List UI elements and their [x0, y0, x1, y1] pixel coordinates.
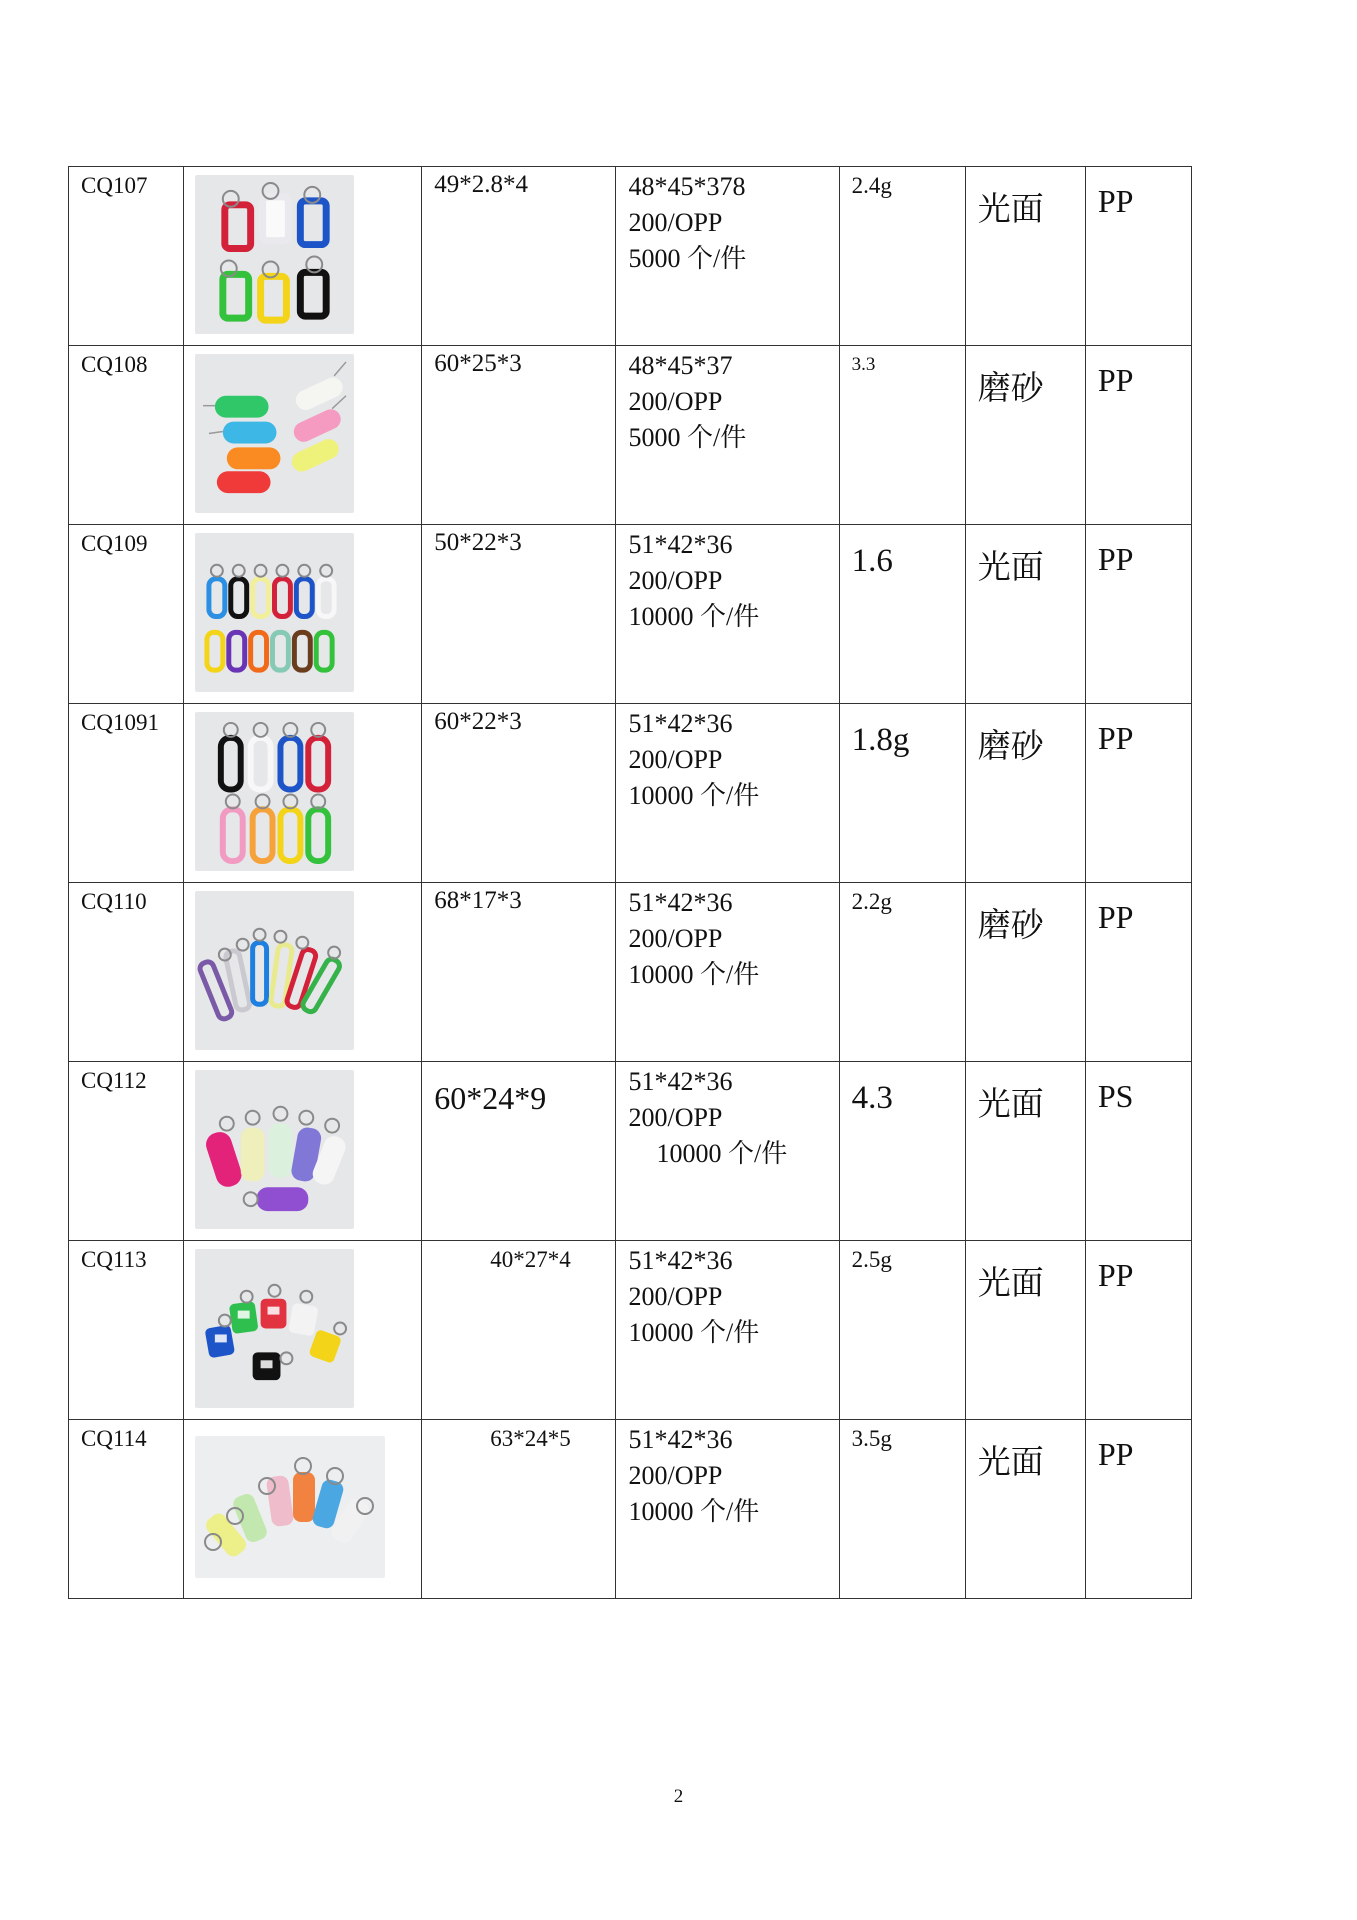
product-photo [195, 354, 354, 513]
carton-size: 51*42*36 [628, 709, 733, 738]
surface-finish: 磨砂 [977, 729, 1044, 765]
table-row [69, 704, 1192, 883]
table-row [69, 167, 1192, 346]
product-photo [195, 175, 354, 334]
pieces-per-carton: 5000 个/件 [628, 244, 747, 273]
carton-size: 51*42*36 [628, 1067, 733, 1096]
bag-count: 200/OPP [628, 745, 723, 774]
material: PP [1097, 1436, 1134, 1472]
page-number: 2 [673, 1786, 684, 1807]
table-row [69, 1420, 1192, 1599]
dimensions: 60*25*3 [434, 350, 522, 377]
packing-info [616, 704, 838, 814]
material: PS [1097, 1078, 1134, 1114]
product-code: CQ110 [81, 889, 147, 914]
surface-finish: 光面 [977, 1087, 1044, 1123]
product-photo [195, 1436, 385, 1578]
carton-size: 51*42*36 [628, 530, 733, 559]
packing-info [616, 525, 838, 635]
product-photo [195, 1070, 354, 1229]
material: PP [1097, 541, 1134, 577]
product-code: CQ108 [81, 352, 148, 377]
product-code: CQ113 [81, 1247, 147, 1272]
product-code: CQ112 [81, 1068, 147, 1093]
table-row [69, 1241, 1192, 1420]
product-code: CQ1091 [81, 710, 159, 735]
dimensions: 68*17*3 [434, 887, 522, 914]
product-photo [195, 712, 354, 871]
table-row [69, 883, 1192, 1062]
surface-finish: 光面 [977, 550, 1044, 586]
packing-info [616, 883, 838, 993]
pieces-per-carton: 10000 个/件 [628, 602, 760, 631]
bag-count: 200/OPP [628, 924, 723, 953]
table-row [69, 525, 1192, 704]
dimensions: 49*2.8*4 [434, 171, 529, 198]
material: PP [1097, 362, 1134, 398]
packing-info [616, 167, 838, 277]
material: PP [1097, 899, 1134, 935]
product-photo [195, 1249, 354, 1408]
bag-count: 200/OPP [628, 1461, 723, 1490]
packing-info [616, 1420, 838, 1530]
table-row [69, 346, 1192, 525]
dimensions: 40*27*4 [490, 1247, 571, 1272]
weight: 2.5g [851, 1247, 892, 1272]
surface-finish: 光面 [977, 1266, 1044, 1302]
dimensions: 60*22*3 [434, 708, 522, 735]
surface-finish: 光面 [977, 1445, 1044, 1481]
carton-size: 51*42*36 [628, 888, 733, 917]
material: PP [1097, 183, 1134, 219]
packing-info [616, 346, 838, 456]
product-photo [195, 533, 354, 692]
bag-count: 200/OPP [628, 387, 723, 416]
material: PP [1097, 1257, 1134, 1293]
pieces-per-carton: 10000 个/件 [628, 1318, 760, 1347]
weight: 3.3 [851, 354, 876, 375]
product-spec-table [68, 166, 1192, 1599]
dimensions: 60*24*9 [434, 1080, 547, 1116]
weight: 3.5g [851, 1426, 892, 1451]
bag-count: 200/OPP [628, 566, 723, 595]
carton-size: 48*45*37 [628, 351, 733, 380]
dimensions: 63*24*5 [490, 1426, 571, 1451]
pieces-per-carton: 10000 个/件 [628, 781, 760, 810]
weight: 1.8g [851, 722, 910, 758]
product-code: CQ109 [81, 531, 148, 556]
dimensions: 50*22*3 [434, 529, 522, 556]
carton-size: 51*42*36 [628, 1425, 733, 1454]
surface-finish: 磨砂 [977, 908, 1044, 944]
pieces-per-carton: 5000 个/件 [628, 423, 747, 452]
product-code: CQ114 [81, 1426, 147, 1451]
packing-info [616, 1241, 838, 1351]
weight: 2.2g [851, 889, 892, 914]
carton-size: 51*42*36 [628, 1246, 733, 1275]
product-code: CQ107 [81, 173, 148, 198]
pieces-per-carton: 10000 个/件 [656, 1139, 788, 1168]
surface-finish: 光面 [977, 192, 1044, 228]
product-photo [195, 891, 354, 1050]
weight: 2.4g [851, 173, 892, 198]
table-row [69, 1062, 1192, 1241]
surface-finish: 磨砂 [977, 371, 1044, 407]
pieces-per-carton: 10000 个/件 [628, 960, 760, 989]
weight: 1.6 [851, 543, 893, 579]
weight: 4.3 [851, 1080, 893, 1116]
pieces-per-carton: 10000 个/件 [628, 1497, 760, 1526]
packing-info [616, 1062, 838, 1172]
bag-count: 200/OPP [628, 1103, 723, 1132]
carton-size: 48*45*378 [628, 172, 746, 201]
bag-count: 200/OPP [628, 208, 723, 237]
material: PP [1097, 720, 1134, 756]
bag-count: 200/OPP [628, 1282, 723, 1311]
